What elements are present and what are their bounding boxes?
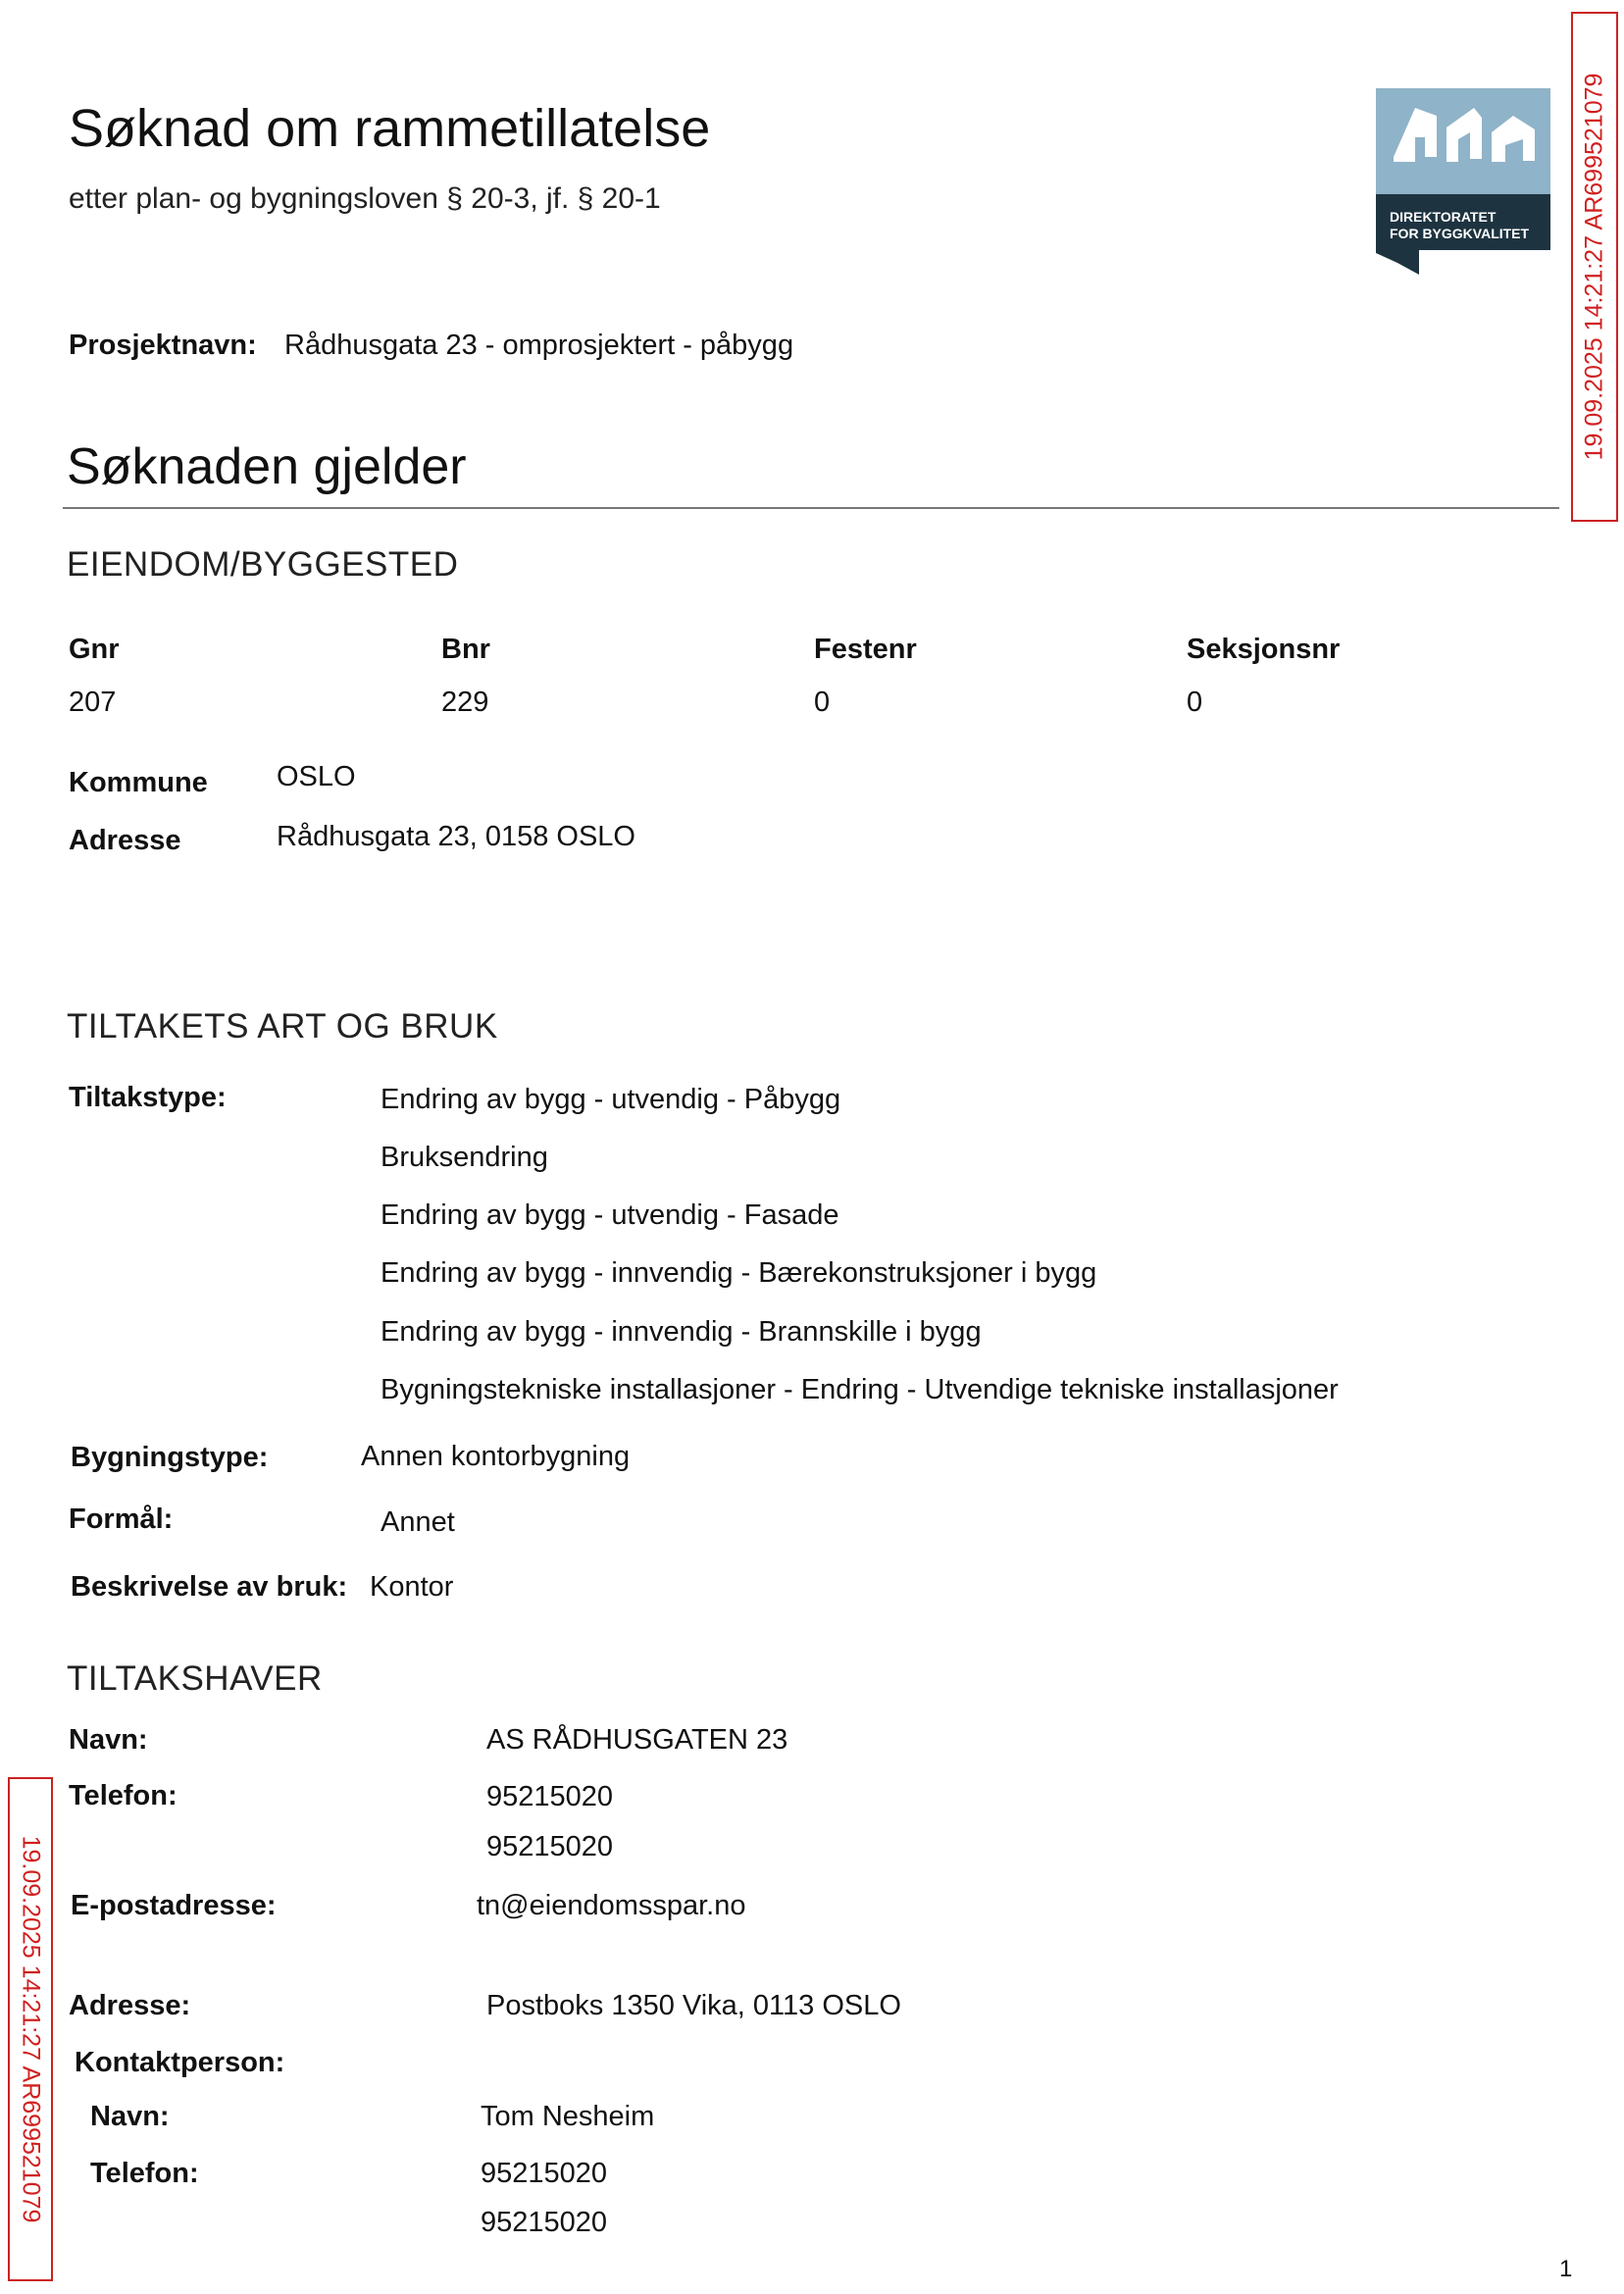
beskrivelse-value: Kontor bbox=[370, 1571, 454, 1603]
seksjonsnr-value: 0 bbox=[1187, 687, 1203, 718]
prosjektnavn-value: Rådhusgata 23 - omprosjektert - påbygg bbox=[284, 330, 794, 361]
kontaktperson-telefon-label: Telefon: bbox=[90, 2158, 199, 2189]
tiltakshaver-adresse-label: Adresse: bbox=[69, 1990, 191, 2021]
logo-text-line2: FOR BYGGKVALITET bbox=[1390, 226, 1530, 241]
section-heading: Søknaden gjelder bbox=[67, 438, 467, 495]
dibk-logo-graphic bbox=[1376, 88, 1550, 275]
receipt-stamp-text: 19.09.2025 14:21:27 AR699521079 bbox=[17, 1835, 45, 2223]
kontaktperson-telefon-value: 95215020 bbox=[481, 2207, 608, 2238]
receipt-stamp-text: 19.09.2025 14:21:27 AR699521079 bbox=[1580, 73, 1608, 461]
adresse-label: Adresse bbox=[69, 825, 181, 856]
beskrivelse-label: Beskrivelse av bruk: bbox=[71, 1571, 348, 1603]
document-subtitle: etter plan- og bygningsloven § 20-3, jf. § 20-1 bbox=[69, 182, 661, 215]
tiltakstype-item: Endring av bygg - utvendig - Påbygg bbox=[381, 1084, 841, 1115]
kommune-label: Kommune bbox=[69, 767, 208, 798]
tiltakshaver-heading: TILTAKSHAVER bbox=[67, 1659, 323, 1698]
kontaktperson-label: Kontaktperson: bbox=[75, 2047, 285, 2078]
document-title: Søknad om rammetillatelse bbox=[69, 99, 711, 158]
tiltakstype-item: Bygningstekniske installasjoner - Endring - Utvendige tekniske installasjoner bbox=[381, 1374, 1339, 1405]
tiltakshaver-adresse-value: Postboks 1350 Vika, 0113 OSLO bbox=[486, 1990, 901, 2021]
receipt-stamp bbox=[1571, 12, 1618, 522]
bnr-label: Bnr bbox=[441, 634, 490, 665]
festenr-label: Festenr bbox=[814, 634, 917, 665]
logo-text-line1: DIREKTORATET bbox=[1390, 209, 1497, 225]
tiltak-heading: TILTAKETS ART OG BRUK bbox=[67, 1007, 498, 1045]
gnr-label: Gnr bbox=[69, 634, 120, 665]
kommune-value: OSLO bbox=[277, 761, 356, 792]
seksjonsnr-label: Seksjonsnr bbox=[1187, 634, 1341, 665]
tiltakstype-label: Tiltakstype: bbox=[69, 1082, 227, 1113]
formal-label: Formål: bbox=[69, 1504, 174, 1535]
navn-label: Navn: bbox=[69, 1724, 148, 1756]
festenr-value: 0 bbox=[814, 687, 831, 718]
page-number: 1 bbox=[1559, 2256, 1573, 2282]
bygningstype-label: Bygningstype: bbox=[71, 1442, 269, 1473]
receipt-stamp bbox=[8, 1777, 53, 2281]
telefon-value: 95215020 bbox=[486, 1781, 614, 1812]
formal-value: Annet bbox=[381, 1506, 455, 1538]
adresse-value: Rådhusgata 23, 0158 OSLO bbox=[277, 821, 635, 852]
dibk-logo bbox=[1376, 88, 1550, 275]
bygningstype-value: Annen kontorbygning bbox=[361, 1441, 631, 1472]
epost-value: tn@eiendomsspar.no bbox=[477, 1890, 746, 1921]
navn-value: AS RÅDHUSGATEN 23 bbox=[486, 1724, 788, 1756]
gnr-value: 207 bbox=[69, 687, 117, 718]
tiltakstype-item: Endring av bygg - innvendig - Brannskille i bygg bbox=[381, 1316, 982, 1348]
epost-label: E-postadresse: bbox=[71, 1890, 277, 1921]
prosjektnavn-label: Prosjektnavn: bbox=[69, 330, 257, 361]
bnr-value: 229 bbox=[441, 687, 489, 718]
tiltakstype-item: Endring av bygg - innvendig - Bærekonstruksjoner i bygg bbox=[381, 1257, 1097, 1289]
kontaktperson-navn-value: Tom Nesheim bbox=[481, 2101, 655, 2132]
tiltakstype-item: Endring av bygg - utvendig - Fasade bbox=[381, 1199, 839, 1231]
kontaktperson-navn-label: Navn: bbox=[90, 2101, 170, 2132]
section-divider bbox=[63, 507, 1559, 509]
tiltakstype-item: Bruksendring bbox=[381, 1142, 548, 1173]
kontaktperson-telefon-value: 95215020 bbox=[481, 2158, 608, 2189]
telefon-label: Telefon: bbox=[69, 1780, 178, 1811]
telefon-value: 95215020 bbox=[486, 1831, 614, 1862]
eiendom-heading: EIENDOM/BYGGESTED bbox=[67, 545, 459, 584]
